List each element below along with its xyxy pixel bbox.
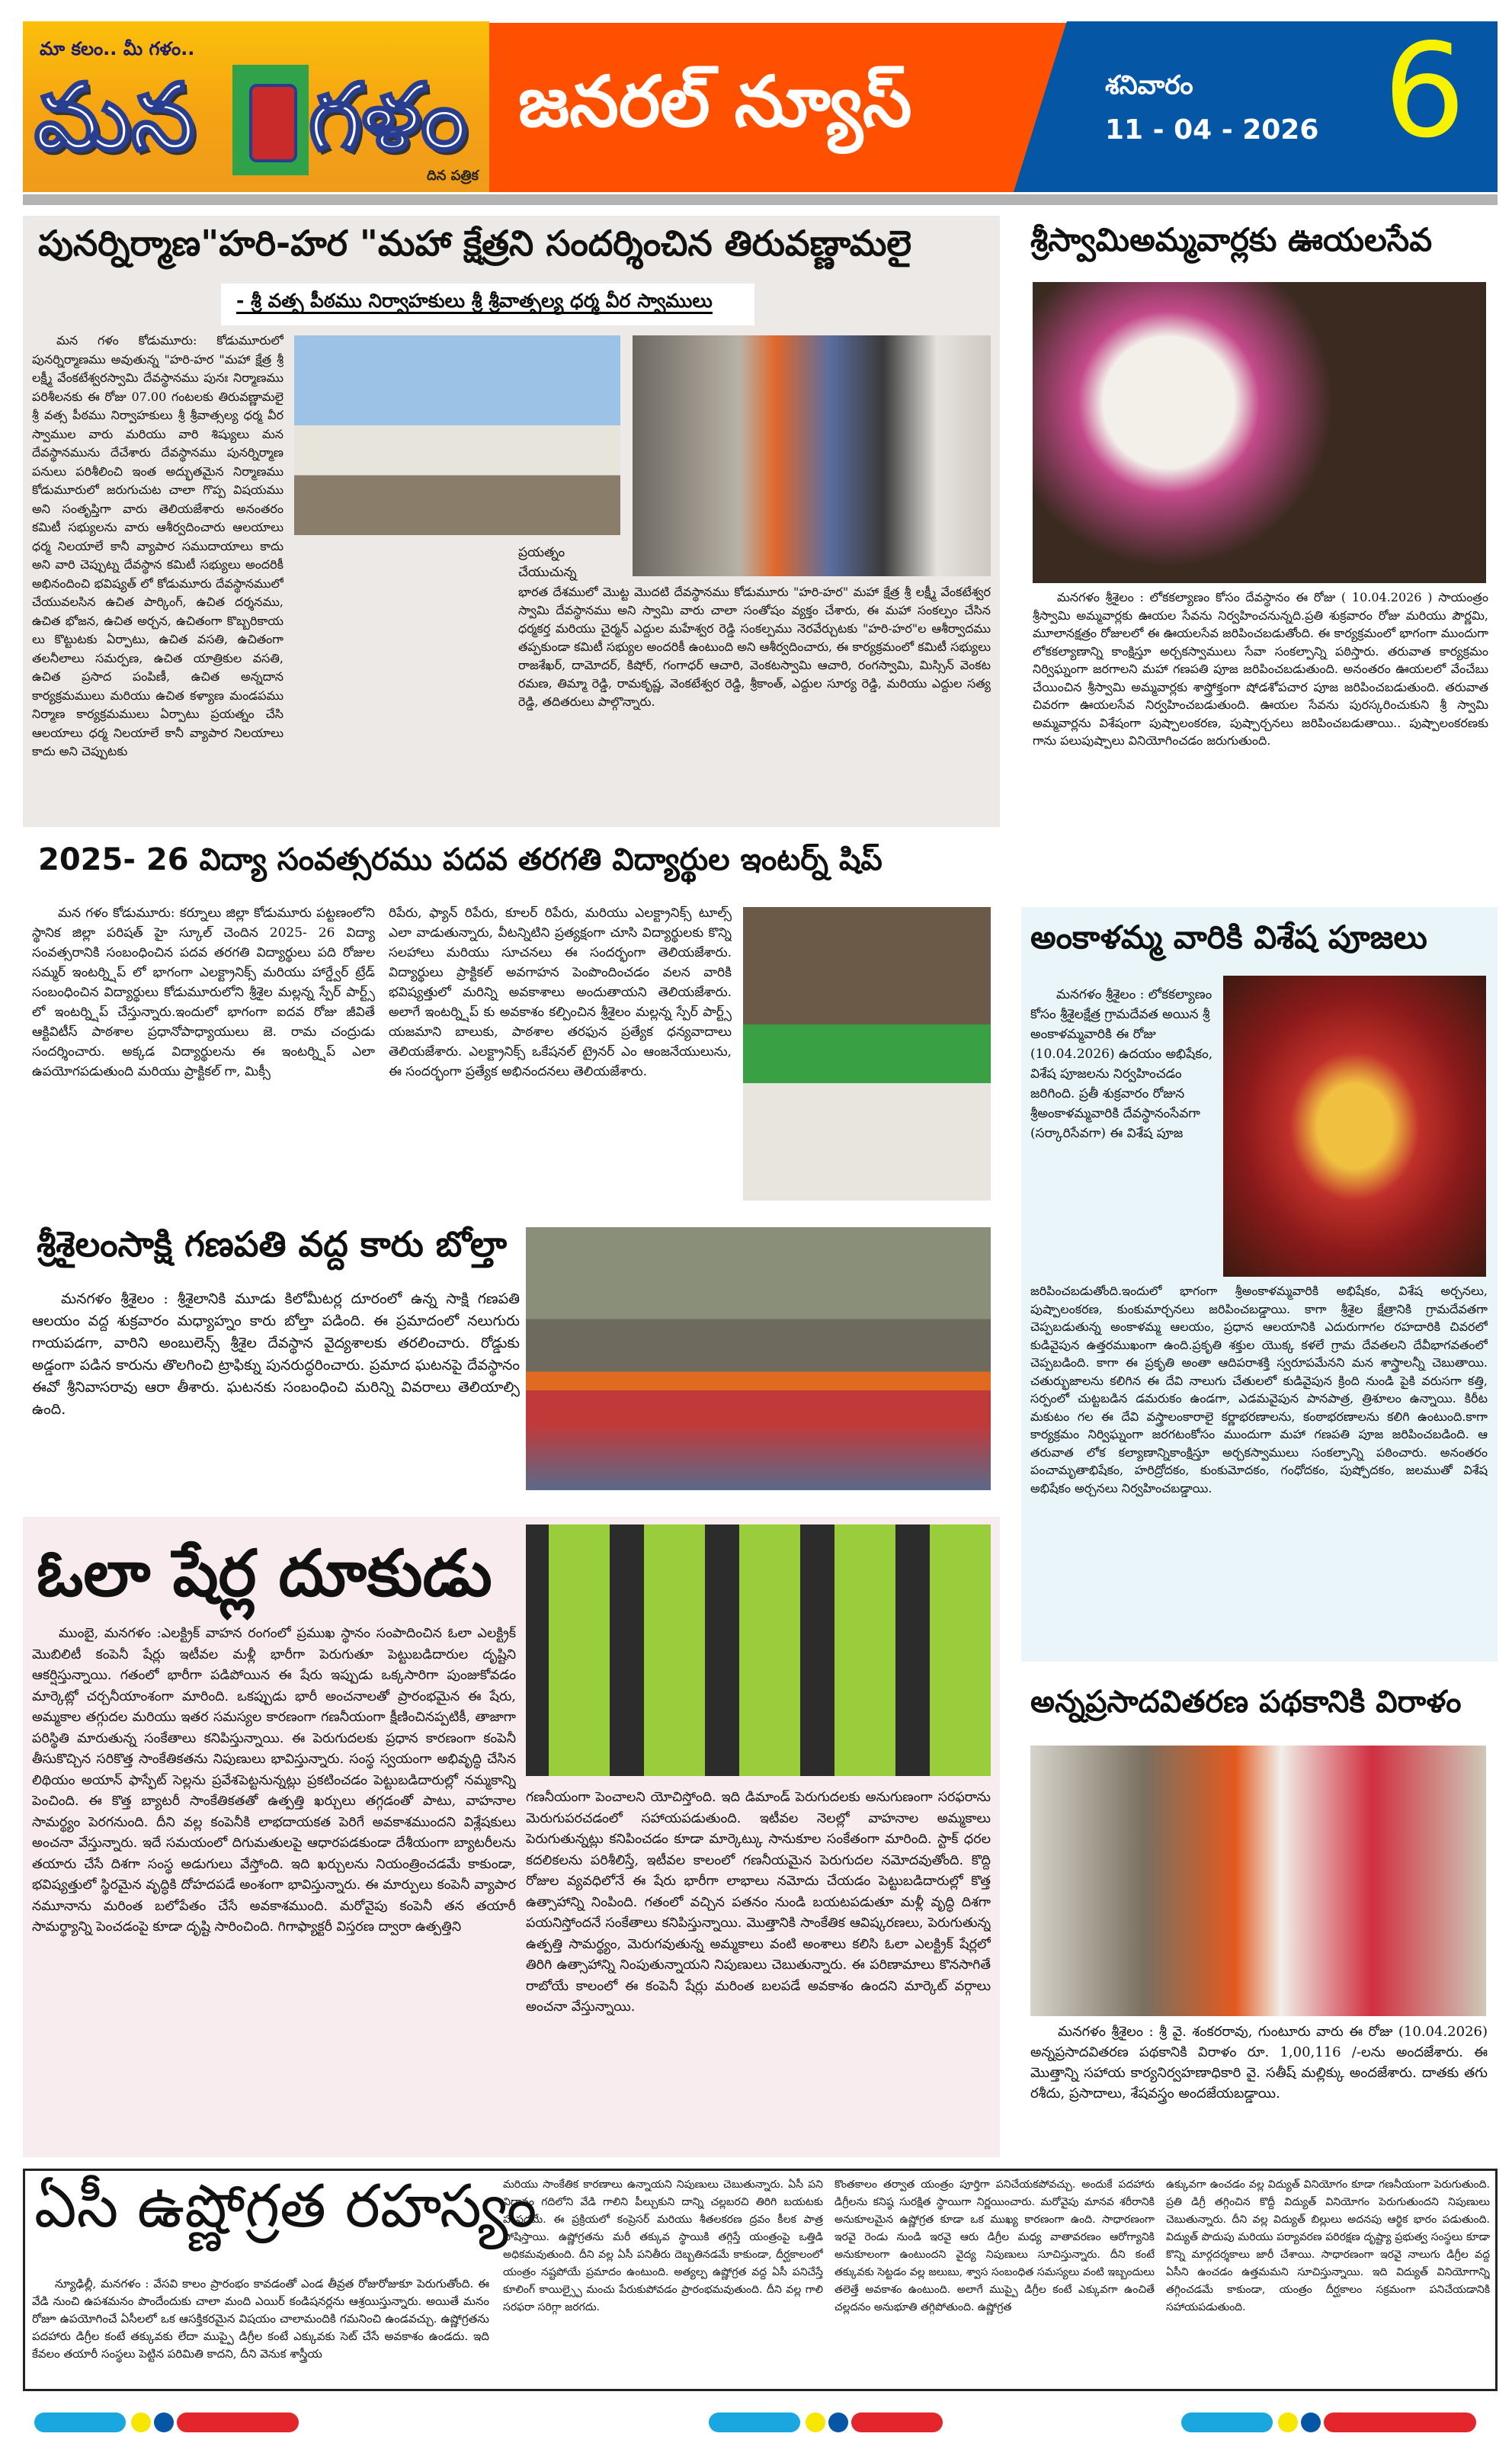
body-text: మనగళం శ్రీశైలం : శ్రీ వై. శంకరరావు, గుంటూరు వారు ఈ రోజు (10.04.2026) అన్నప్రసాదవితరణ పథకానికి విరాళం రూ. 1,00,116 /-లను అందజేశారు. ఈ మొత్తాన్ని సహాయ కార్యనిర్వహణాధికారి వై. సతీష్ మల్లిక్కు అందజేశారు. దాతకు తగు రశీదు, ప్రసాదాలు, శేషవస్త్రం అందజేయబడ్డాయి. <box>1030 2024 1488 2102</box>
article-body-cont <box>1030 1282 1488 1659</box>
footer-pill <box>709 2413 800 2432</box>
body-text: జరిపించబడుతోంది.ఇందులో భాగంగా శ్రీఅంకాళమ్మవారికి అభిషేకం, విశేష అర్చనలు, పుష్పాలంకరణ, కుంకుమార్చనలు జరిపించబడ్డాయి. కాగా శ్రీశైల క్షేత్రానికి గ్రామదేవతగా చెప్పబడుతున్న అంకాళమ్మ ఆలయం, ప్రధాన ఆలయానికి ఎదురుగాగల రహదారికి చివరలో కుడివైపున ఉత్తరముఖంగా ఉంది.ప్రకృతి శక్తుల యొక్క కళలే గ్రామ దేవతలని దేవీభాగవతంలో చెప్పబడింది. కాగా ఈ ప్రకృతి అంతా ఆదిపరాశక్తి స్వరూపమేనని మన శాస్త్రాలన్నీ చెబుతాయి. చతుర్భుజాలను కలిగిన ఈ దేవి నాలుగు చేతులలో కుడివైపున క్రింది నుండి పైకి వరుసగా కత్తి, సర్పంలో చుట్టబడిన డమరుకం ఉండగా, ఎడమవైపున పానపాత్ర, త్రిశూలం ఉన్నాయి. కిరీట మకుటం గల ఈ దేవి వస్త్రాలంకారాలై కర్ణాభరణాలను, కంఠాభరణాలను కలిగి ఉంటుంది.కాగా కార్యక్రమం నిర్విఘ్నంగా జరగటంకోసం ముందుగా మహా గణపతి పూజ జరిపించబడింది. ఆ తరువాత లోక కల్యాణాన్నికాంక్షిస్తూ అర్చకస్వాములు సంకల్పాన్ని పఠించారు. అనంతరం పంచామృతాభిషేకం, హరిద్రోదకం, కుంకుమోదకం, గంధోదకం, పుష్పోదకం, జలముతో విశేష అభిషేకం అర్చనలు నిర్వహించబడ్డాయి. <box>1030 1284 1488 1496</box>
internship-photo <box>743 907 991 1201</box>
body-text: ముంబై, మనగళం :ఎలక్ట్రిక్ వాహన రంగంలో ప్రముఖ స్థానం సంపాదించిన ఓలా ఎలక్ట్రిక్ మొబిలిటీ కంపెనీ షేర్లు ఇటీవల మళ్లీ భారీగా పెరుగుతూ పెట్టుబడిదారుల దృష్టిని ఆకర్షిస్తున్నాయి. గతంలో భారీగా పడిపోయిన ఈ షేరు ఇప్పుడు ఒక్కసారిగా పుంజుకోవడం మార్కెట్లో చర్చనీయాంశంగా మారింది. ఒకప్పుడు భారీ అంచనాలతో ప్రారంభమైన ఈ షేరు, అమ్మకాల తగ్గుదల మరియు ఇతర సమస్యల కారణంగా గణనీయంగా క్షీణించినప్పటికీ, తాజాగా పరిస్థితి మారుతున్న సంకేతాలు కనిపిస్తున్నాయి. ఈ పెరుగుదలకు ప్రధాన కారణంగా కంపెనీ తీసుకొచ్చిన సరికొత్త సాంకేతికతను నిపుణులు భావిస్తున్నారు. సంస్థ స్వయంగా అభివృద్ధి చేసిన లిథియం అయాన్ ఫాస్ఫేట్ సెల్లను ప్రవేశపెట్టనున్నట్లు ప్రకటించడం పెట్టుబడిదారుల్లో నమ్మకాన్ని పెంచింది. ఈ కొత్త బ్యాటరీ సాంకేతికతతో ఉత్పత్తి ఖర్చులు తగ్గడంతో పాటు, వాహనాల సామర్థ్యం పెరగనుంది. దీని వల్ల కంపెనీకి లాభదాయకత పెరిగే అవకాశముందని విశ్లేషకులు అంచనా వేస్తున్నారు. ఇదే సమయంలో దిగుమతులపై ఆధారపడకుండా దేశీయంగా బ్యాటరీలను తయారు చేసే దిశగా సంస్థ అడుగులు వేస్తోంది. ఇది ఖర్చులను నియంత్రించడమే కాకుండా, భవిష్యత్తులో స్థిరమైన వృద్ధికి దోహదపడే అంశంగా భావిస్తున్నారు. ఈ మార్పులు కంపెనీ వ్యాపార నమూనాను మరింత బలోపేతం చేసే అవకాశముంది. మరోవైపు కంపెనీ తన తయారీ సామర్థ్యాన్ని పెంచడంపై కూడా దృష్టి సారించింది. గిగాఫ్యాక్టరీ విస్తరణ ద్వారా ఉత్పత్తిని <box>32 1626 516 1935</box>
body-text: భారత దేశములో మొట్ట మొదటి దేవస్థానము కోడుమూరు "హరి-హర" మహా క్షేత్ర శ్రీ లక్ష్మీ వేంకటేశ్వర స్వామి దేవస్థానము అని స్వామి వారు చాలా సంతోషం వ్యక్తం చేశారు, ఈ మహా సంకల్పం చేసిన ధర్మకర్త మరియు చైర్మన్ ఎద్దుల మహేశ్వర రెడ్డి సంకల్పము నెరవేర్చుటకు "హరి-హర"ల ఆశీర్వాదము తప్పకుండా కమిటీ సభ్యుల అందరికీ ఉంటుంది అని ఆశీర్వదించారు, ఈ కార్యక్రమంలో కమిటీ సభ్యులు రాజశేఖర్, దామోదర్, కిషోర్, గంగాధర్ ఆచారి, వెంకటస్వామి ఆచారి, రంగస్వామి, మిస్సిన్ వెంకట రమణ, తిమ్మా రెడ్డి, రామకృష్ణ, వెంకటేశ్వర రెడ్డి, శ్రీకాంత్, ఎద్దుల సూర్య రెడ్డి, మరియు ఎద్దుల సత్య రెడ్డి, తదితరులు పాల్గొన్నారు. <box>518 585 991 709</box>
footer-dot <box>1278 2413 1298 2432</box>
footer-dot <box>828 2413 848 2432</box>
body-text: మనగళం శ్రీశైలం : లోకకల్యాణం కోసం దేవస్థానం ఈ రోజు ( 10.04.2026 ) సాయంత్రం శ్రీస్వామి అమ్మవార్లకు ఊయల సేవను నిర్వహించనున్నది.ప్రతి శుక్రవారం రోజు మరియు పౌర్ణమి, మూలానక్షత్రం రోజులలో ఈ ఊయలసేవ జరిపించబడుతోంది. ఈ కార్యక్రమంలో భాగంగా ముందుగా లోకకల్యాణాన్ని కాంక్షిస్తూ అర్చకస్వాములు సేవా సంకల్పాన్ని పఠిస్తారు. తరువాత కార్యక్రమం నిర్విఘ్నంగా జరగాలని మహా గణపతి పూజ జరిపించబడుతుంది. అనంతరం ఊయలలో వేంచేబు చేయించిన శ్రీస్వామి అమ్మవార్లకు శాస్త్రోక్తంగా షోడశోపచార పూజ జరిపించబడుతుంది. తరువాత చివరగా ఊయలసేవ నిర్వహించబడుతుంది. ఊయల సేవను పురస్కరించుకుని శ్రీ స్వామి అమ్మవార్లను విశేషంగా పుష్పాలంకరణ, పుష్పార్చనలు జరిపించబడుతాయి.. పుష్పాలంకరణకు గాను పలుపుష్పాలు వినియోగించడం జరుగుతుంది. <box>1033 590 1488 748</box>
body-text: న్యూఢిల్లీ, మనగళం : వేసవి కాలం ప్రారంభం కావడంతో ఎండ తీవ్రత రోజురోజుకూ పెరుగుతోంది. ఈ వేడి నుంచి ఉపశమనం పొందేందుకు చాలా మంది ఎయిర్ కండిషనర్లను ఆశ్రయిస్తున్నారు. అయితే మనం రోజూ ఉపయోగించే ఏసీలలో ఒక ఆసక్తికరమైన విషయం చాలామందికి గమనించి ఉండవచ్చు. ఉష్ణోగ్రతను పదహారు డిగ్రీల కంటే తక్కువకు లేదా ముప్పై డిగ్రీల కంటే ఎక్కువకు సెట్ చేసే అవకాశం ఉండదు. ఇది కేవలం తయారీ సంస్థలు పెట్టిన పరిమితి కాదని, దీని వెనుక శాస్త్రీయ <box>32 2277 489 2361</box>
subheadline <box>221 284 754 325</box>
article-body <box>1033 588 1488 874</box>
footer-dot <box>1301 2413 1321 2432</box>
article-body <box>32 1288 520 1490</box>
ola-scooters-photo <box>526 1524 991 1776</box>
temple-group-photo <box>294 335 620 535</box>
headline: పునర్నిర్మాణ"హరి-హర "మహా క్షేత్రని సందర్శించిన తిరువణ్ణామలై <box>38 223 912 264</box>
article-body <box>1030 2021 1488 2143</box>
body-text: మనగళం శ్రీశైలం : లోకకల్యాణం కోసం శ్రీశైలక్షేత్ర గ్రామదేవత అయిన శ్రీ అంకాళమ్మవారికి ఈ రోజు (10.04.2026) ఉదయం అభిషేకం, విశేష పూజలను నిర్వహించడం జరిగింది. ప్రతీ శుక్రవారం రోజున శ్రీఅంకాళమ్మవారికి దేవస్థానంసేవగా (సర్కారిసేవగా) ఈ విశేష పూజ <box>1030 987 1213 1141</box>
article-body <box>32 332 284 819</box>
logo-word-mana: మన <box>34 65 196 171</box>
body-text: మన గళం కోడుమూరు: కోడుమూరులో పునర్నిర్మాణము అవుతున్న "హరి-హర "మహా క్షేత్ర శ్రీ లక్ష్మీ వేంకటేశ్వరస్వామి దేవస్థానము పునః నిర్మాణము పరిశీలనకు ఈ రోజు 07.00 గంటలకు తిరువణ్ణామలై శ్రీ వత్స పీఠము నిర్వాహకులు శ్రీ శ్రీవాత్సల్య ధర్మ వీర స్వాముల వారు మరియు వారి శిష్యులు మన దేవస్థానమును దేచేశారు దేవస్థానము పునర్నిర్మాణ పనులు పరిశీలించి ఇంత అద్భుతమైన నిర్మాణము కోడుమూరులో జరుగుచుట చాలా గొప్ప విషయము అని సంతృప్తిగా వారు తెలియజేశారు అనంతరం కమిటీ సభ్యులను వారు ఆశీర్వదించారు ఆలయాలు ధర్మ నిలయాలే కానీ వ్యాపార సముదాయాలు కాదు అని వారి చెప్పుట్న దేవస్థాన కమిటీ సభ్యులు అందరికీ అభినందించి భవిష్యత్ లో కోడుమూరు దేవస్థానములో చేయువలసిన ఉచిత పార్కింగ్, ఉచిత దర్శనము, ఉచిత భోజన, ఉచిత అర్చన, ఉచితంగా కొబ్బరికాయ లు కొట్టుటకు ఏర్పాటు, ఉచిత వసతి, ఉచితంగా తలనీలాలు సమర్పణ, ఉచిత యాత్రికుల వసతి, ఉచిత ప్రసాద పంపిణీ, ఉచిత అన్నదాన కార్యక్రమములు మరియు ఉచిత కళ్యాణ మండపము నిర్మాణ కార్యక్రమములు ఏర్పాటు ప్రయత్నం చేసి ఆలయాలు ధర్మ నిలయాలే కానీ వ్యాపార నిలయాలు కాదు అని చెప్పుటకు <box>32 333 284 758</box>
body-text: ప్రయత్నం చేయుచున్న <box>518 545 577 580</box>
body-text: మనగళం శ్రీశైలం : శ్రీశైలానికి మూడు కిలోమీటర్ల దూరంలో ఉన్న సాక్షి గణపతి ఆలయం వద్ద శుక్రవారం మధ్యాహ్నం కారు బోల్తా పడింది. ఈ ప్రమాదంలో నలుగురు గాయపడగా, వారిని అంబులెన్స్ శ్రీశైల దేవస్థాన వైద్యశాలకు తరలించారు. రోడ్డుకు అడ్డంగా పడిన కారును తొలగించి ట్రాఫిక్ను పునరుద్ధరించారు. ప్రమాద ఘటనపై దేవస్థానం ఈవో శ్రీనివాసరావు ఆరా తీశారు. ఘటనకు సంబంధించి మరిన్ని వివరాలు తెలియాల్సి ఉంది. <box>32 1290 520 1418</box>
headline: శ్రీస్వామిఅమ్మవార్లకు ఊయలసేవ <box>1030 221 1433 258</box>
body-text: మన గళం కోడుమూరు: కర్నూలు జిల్లా కోడుమూరు పట్టణంలోని స్థానిక జిల్లా పరిషత్ హై స్కూల్ చెందిన 2025- 26 విద్యా సంవత్సరానికి సంబంధించిన పదవ తరగతి విద్యార్థులు పది రోజుల సమ్మర్ ఇంటర్న్షిప్ లో భాగంగా ఎలక్ట్రానిక్స్ మరియు హార్డ్వేర్ ట్రేడ్ సంబంధించిన విద్యార్థులు కోడుమూరులోని శ్రీశైల మల్లన్న స్పేర్ పార్ట్స్ లో ఇంటర్న్షిప్ చేస్తున్నారు.ఇందులో భాగంగా ఐదవ రోజు జీవితే ఆక్టివిటీస్ పాఠశాల ప్రధానోపాధ్యాయులు జె. రామ చంద్రుడు సందర్శించారు. అక్కడ విద్యార్థులను ఈ ఇంటర్న్షిప్ ఎలా ఉపయోగపడుతుంది మరియు ప్రాక్టికల్ గా, మిక్సీ <box>32 906 375 1079</box>
headline: అన్నప్రసాదవితరణ పథకానికి విరాళం <box>1030 1685 1462 1720</box>
ooyala-seva-photo <box>1033 282 1486 583</box>
issue-date: 11 - 04 - 2026 <box>1105 114 1319 146</box>
donation-photo <box>1030 1746 1486 2016</box>
footer-pill <box>1324 2413 1476 2432</box>
article-body <box>32 1624 516 2150</box>
headline: 2025- 26 విద్యా సంవత్సరము పదవ తరగతి విద్యార్థుల ఇంటర్న్ షిప్ <box>38 842 883 877</box>
fist-pen-logo-icon <box>232 65 309 175</box>
body-text: గణనీయంగా పెంచాలని యోచిస్తోంది. ఇది డిమాండ్ పెరుగుదలకు అనుగుణంగా సరఫరాను మెరుగుపరచడంలో సహాయపడుతుంది. ఇటీవల నెలల్లో వాహనాల అమ్మకాలు పెరుగుతున్నట్లు కనిపించడం కూడా మార్కెట్కు సానుకూల సంకేతంగా మారింది. స్టాక్ ధరల కదలికలను పరిశీలిస్తే, ఇటీవల కాలంలో గణనీయమైన పెరుగుదల నమోదవుతోంది. కొద్ది రోజుల వ్యవధిలోనే ఈ షేరు భారీగా లాభాలు నమోదు చేయడం పెట్టుబడిదారుల్లో కొత్త ఉత్సాహాన్ని నింపింది. గతంలో వచ్చిన పతనం నుండి బయటపడుతూ మళ్లీ వృద్ధి దిశగా పయనిస్తోందనే సంకేతాలు కనిపిస్తున్నాయి. మొత్తానికి సాంకేతిక ఆవిష్కరణలు, పెరుగుతున్న ఉత్పత్తి సామర్థ్యం, మెరుగవుతున్న అమ్మకాలు వంటి అంశాలు కలిసి ఓలా ఎలక్ట్రిక్ షేర్లలో తిరిగి ఉత్సాహాన్ని నింపుతున్నాయని నిపుణులు చెబుతున్నారు. ఈ పరిణామాలు కొనసాగితే రాబోయే కాలంలో ఈ కంపెనీ షేర్లు మరింత బలపడే అవకాశం ఉందని మార్కెట్ వర్గాలు అంచనా వేస్తున్నాయి. <box>526 1790 991 2015</box>
headline: శ్రీశైలంసాక్షి గణపతి వద్ద కారు బోల్తా <box>37 1223 508 1265</box>
footer-dot <box>131 2413 151 2432</box>
logo-subtitle: దిన పత్రిక <box>427 168 479 184</box>
footer-pill <box>1181 2413 1273 2432</box>
header-divider <box>23 194 1498 205</box>
section-title: జనరల్ న్యూస్ <box>518 61 912 143</box>
article-body-cont <box>389 903 732 1201</box>
footer-dot <box>154 2413 174 2432</box>
footer-pill <box>177 2413 299 2432</box>
footer-pill <box>34 2413 126 2432</box>
ankalamma-deity-photo <box>1223 976 1486 1277</box>
body-text: రిపేరు, ఫ్యాన్ రిపేరు, కూలర్ రిపేరు, మరియు ఎలక్ట్రానిక్స్ టూల్స్ ఎలా వాడుతున్నారు, వీటన్నిటిని ప్రత్యక్షంగా చూసి విద్యార్థులకు కొన్ని సలహాలు మరియు సూచనలు ఈ సందర్భంగా తెలియజేశారు. విద్యార్థులు ప్రాక్టికల్ అవగాహన పెంపొందించడం వలన వారికి భవిష్యత్తులో మరిన్ని అవకాశాలు అందుతాయని తెలియజేశారు. అలాగే ఇంటర్న్షిప్ కు అవకాశం కల్పించిన శ్రీశైలం మల్లన్న స్పేర్ పార్ట్స్ యజమాని బాలుకు, పాఠశాల తరఫున ప్రత్యేక ధన్యవాదాలు తెలియజేశారు. ఎలక్ట్రానిక్స్ ఒకేషనల్ ట్రైనర్ ఎం ఆంజనేయులును, ఈ సందర్భంగా ప్రత్యేక అభినందనలు తెలియజేశారు. <box>389 906 732 1079</box>
headline: అంకాళమ్మ వారికి విశేష పూజలు <box>1030 919 1427 956</box>
article-body-cont <box>503 2176 823 2386</box>
headline: ఓలా షేర్ల దూకుడు <box>37 1536 492 1611</box>
article-body <box>32 2275 489 2386</box>
footer-pill <box>851 2413 943 2432</box>
body-text: ఉక్కువగా ఉంచడం వల్ల విద్యుత్ వినియోగం కూడా గణనీయంగా పెరుగుతుంది. ప్రతి డిగ్రీ తగ్గించిన కొద్దీ విద్యుత్ వినియోగం పెరుగుతుందని నిపుణులు చెబుతున్నారు. దీని వల్ల విద్యుత్ బిల్లులు అదనపు ఆర్థిక భారం పడుతుంది. విద్యుత్ పొదుపు మరియు పర్యావరణ పరిరక్షణ దృష్ట్యా ప్రభుత్వ సంస్థలు కూడా కొన్ని మార్గదర్శకాలు జారీ చేశాయి. సాధారణంగా ఇరవై నాలుగు డిగ్రీల వద్ద ఏసీని ఉంచడం ఉత్తమమని సూచిస్తున్నాయి. ఇది విద్యుత్ వినియోగాన్ని తగ్గించడమే కాకుండా, యంత్రం దీర్ఘకాలం సక్రమంగా పనిచేయడానికి సహాయపడుతుంది. <box>1166 2178 1490 2313</box>
article-body <box>1030 985 1217 1282</box>
article-body-cont <box>834 2176 1155 2386</box>
car-accident-photo <box>526 1227 991 1490</box>
swamiji-visit-photo <box>633 335 991 576</box>
page-number: 6 <box>1383 16 1466 167</box>
article-body-cont <box>1166 2176 1490 2386</box>
body-text: కొంతకాలం తర్వాత యంత్రం పూర్తిగా పనిచేయకపోవచ్చు. అందుకే పదహారు డిగ్రీలను కనిష్ఠ సురక్షిత స్థాయిగా నిర్ణయించారు. మరోవైపు మానవ శరీరానికి అనుకూలమైన ఉష్ణోగ్రత కూడా ఒక ముఖ్య కారణంగా ఉంది. సాధారణంగా ఇరవై రెండు నుండి ఇరవై ఆరు డిగ్రీల మధ్య వాతావరణం ఆరోగ్యానికి అనుకూలంగా ఉంటుందని వైద్య నిపుణులు సూచిస్తున్నారు. దీని కంటే తక్కువకు సెట్టడం వల్ల జలుబు, శ్వాస సంబంధిత సమస్యలు వంటి ఇబ్బందులు తలెత్తే అవకాశం ఉంటుంది. అలాగే ముప్పై డిగ్రీల కంటే ఎక్కువగా ఉంచితే చల్లదనం అనుభూతి తగ్గిపోతుంది. ఉష్ణోగ్రత <box>834 2178 1155 2313</box>
article-body-cont <box>518 543 625 582</box>
tagline: మా కలం.. మీ గళం.. <box>40 38 195 59</box>
article-body <box>32 903 375 1201</box>
subheadline-text: - శ్రీ వత్స పీఠము నిర్వాహకులు శ్రీ శ్రీవాత్సల్య ధర్మ వీర స్వాములు <box>236 290 713 314</box>
logo-word-galam: గళం <box>309 65 468 171</box>
headline: ఏసీ ఉష్ణోగ్రత రహస్యం <box>34 2172 537 2241</box>
article-body-cont <box>518 583 991 821</box>
weekday: శనివారం <box>1105 70 1193 101</box>
footer-dot <box>806 2413 825 2432</box>
body-text: మరియు సాంకేతిక కారణాలు ఉన్నాయని నిపుణులు చెబుతున్నారు. ఏసీ పని విధానం గదిలోని వేడి గాలిని పీల్చుకుని దాన్ని చల్లబరచి తిరిగి బయటకు పంపడమే. ఈ ప్రక్రియలో కంప్రెసర్ మరియు శీతలకరణ ద్రవం కీలక పాత్ర పోషిస్తాయి. ఉష్ణోగ్రతను మరీ తక్కువ స్థాయికి తగ్గిస్తే యంత్రంపై ఒత్తిడి అధికమవుతుంది. దీని వల్ల ఏసీ పనితీరు దెబ్బతినడమే కాకుండా, దీర్ఘకాలంలో యంత్రం నష్టపోయే ప్రమాదం ఉంటుంది. అత్యల్ప ఉష్ణోగ్రత వద్ద ఏసీ పనిచేస్తే కూలింగ్ కాయిల్స్పై మంచు పేరుకుపోవడం ప్రారంభమవుతుంది. దీని వల్ల గాలి సరఫరా సరిగ్గా జరగదు. <box>503 2178 823 2313</box>
article-body-cont <box>526 1787 991 2150</box>
